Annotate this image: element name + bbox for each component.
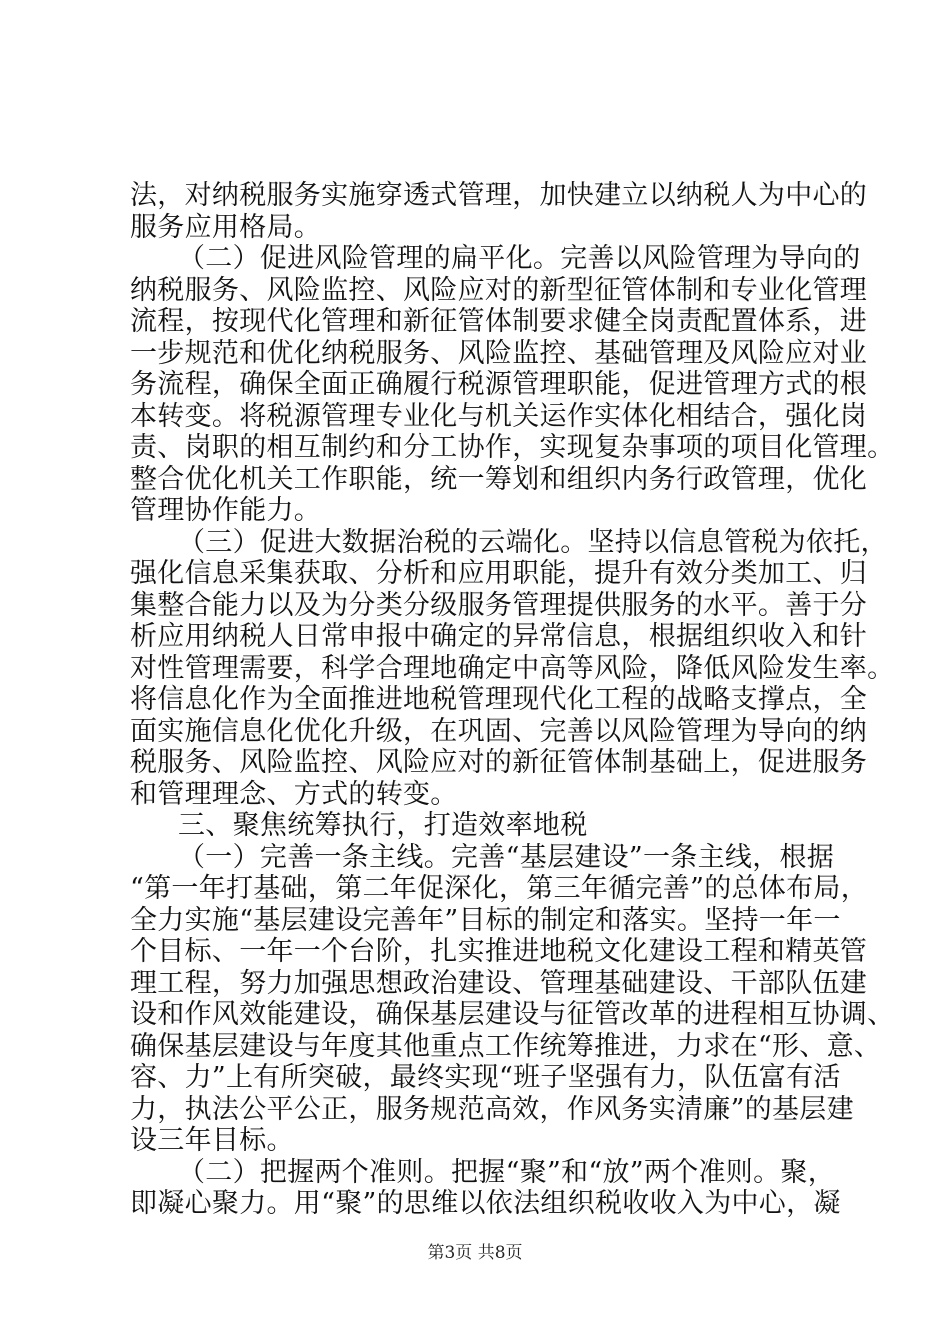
text-line: 力，执法公平公正，服务规范高效，作风务实清廉”的基层建 — [130, 1093, 854, 1125]
text-line: 责、岗职的相互制约和分工协作，实现复杂事项的项目化管理。 — [130, 432, 895, 463]
text-line: 即凝心聚力。用“聚”的思维以依法组织税收收入为中心，凝 — [130, 1188, 841, 1219]
text-line: 全力实施“基层建设完善年”目标的制定和落实。坚持一年一 — [130, 904, 841, 936]
text-line: 设三年目标。 — [130, 1125, 294, 1156]
text-line: 确保基层建设与年度其他重点工作统筹推进，力求在“形、意、 — [130, 1030, 882, 1062]
text-line: 个目标、一年一个台阶，扎实推进地税文化建设工程和精英管 — [130, 936, 868, 967]
text-line: 将信息化作为全面推进地税管理现代化工程的战略支撑点，全 — [130, 684, 868, 715]
text-line: 管理协作能力。 — [130, 495, 322, 526]
text-line: （二）促进风险管理的扁平化。完善以风险管理为导向的 — [178, 243, 861, 274]
text-line: 税服务、风险监控、风险应对的新征管体制基础上，促进服务 — [130, 747, 868, 778]
text-line: （三）促进大数据治税的云端化。坚持以信息管税为依托， — [178, 526, 888, 558]
text-line: （一）完善一条主线。完善“基层建设”一条主线，根据 — [178, 841, 835, 873]
text-line: 面实施信息化优化升级，在巩固、完善以风险管理为导向的纳 — [130, 715, 868, 747]
text-line: 强化信息采集获取、分析和应用职能，提升有效分类加工、归 — [130, 558, 868, 589]
text-line: 服务应用格局。 — [130, 211, 322, 243]
section-heading: 三、聚焦统筹执行，打造效率地税 — [178, 810, 588, 841]
text-line: 设和作风效能建设，确保基层建设与征管改革的进程相互协调、 — [130, 999, 895, 1030]
text-line: 和管理理念、方式的转变。 — [130, 778, 458, 810]
text-line: 一步规范和优化纳税服务、风险监控、基础管理及风险应对业 — [130, 337, 868, 369]
text-line: “第一年打基础，第二年促深化，第三年循完善”的总体布局， — [130, 873, 869, 904]
text-line: 本转变。将税源管理专业化与机关运作实体化相结合，强化岗 — [130, 400, 868, 432]
text-line: 对性管理需要，科学合理地确定中高等风险，降低风险发生率。 — [130, 652, 895, 684]
text-line: （二）把握两个准则。把握“聚”和“放”两个准则。聚， — [178, 1156, 836, 1188]
text-line: 法，对纳税服务实施穿透式管理，加快建立以纳税人为中心的 — [130, 180, 868, 211]
page-footer: 第3页 共8页 — [427, 1243, 523, 1263]
text-line: 析应用纳税人日常申报中确定的异常信息，根据组织收入和针 — [130, 621, 868, 652]
text-line: 集整合能力以及为分类分级服务管理提供服务的水平。善于分 — [130, 589, 868, 621]
text-line: 理工程，努力加强思想政治建设、管理基础建设、干部队伍建 — [130, 967, 868, 999]
text-line: 整合优化机关工作职能，统一筹划和组织内务行政管理，优化 — [130, 463, 868, 495]
text-line: 务流程，确保全面正确履行税源管理职能，促进管理方式的根 — [130, 369, 868, 400]
text-line: 容、力”上有所突破，最终实现“班子坚强有力，队伍富有活 — [130, 1062, 841, 1093]
text-line: 纳税服务、风险监控、风险应对的新型征管体制和专业化管理 — [130, 274, 868, 306]
text-line: 流程，按现代化管理和新征管体制要求健全岗责配置体系，进 — [130, 306, 868, 337]
